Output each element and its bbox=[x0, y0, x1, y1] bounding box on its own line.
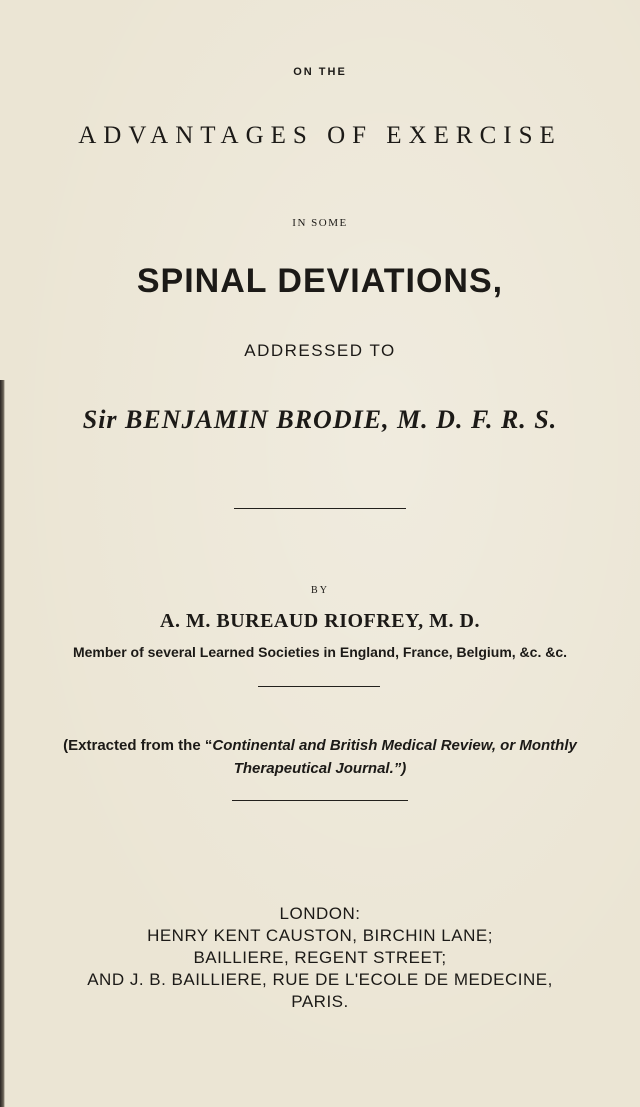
main-heading: ADVANTAGES OF EXERCISE bbox=[78, 122, 562, 149]
addressed-to-text: ADDRESSED TO bbox=[244, 341, 396, 360]
divider-rule bbox=[258, 686, 380, 687]
dedicatee-name: Sir BENJAMIN BRODIE, M. D. F. R. S. bbox=[82, 405, 558, 434]
extract-journal-part-1: Continental and British Medical Review, or Monthly bbox=[212, 737, 577, 754]
extract-prefix: (Extracted from the “ bbox=[63, 737, 213, 754]
imprint-line: PARIS. bbox=[291, 992, 349, 1011]
by-text: BY bbox=[311, 585, 329, 596]
subject-heading: SPINAL DEVIATIONS, bbox=[136, 262, 504, 300]
imprint-line: LONDON: bbox=[279, 904, 361, 923]
imprint-line: HENRY KENT CAUSTON, BIRCHIN LANE; bbox=[147, 926, 493, 945]
extract-note-line-1 bbox=[0, 737, 640, 754]
imprint-line: BAILLIERE, REGENT STREET; bbox=[193, 948, 447, 967]
divider-rule bbox=[234, 508, 406, 509]
author-credentials: Member of several Learned Societies in England, France, Belgium, &c. &c. bbox=[72, 644, 568, 660]
on-the-text: ON THE bbox=[293, 66, 347, 78]
divider-rule bbox=[232, 800, 408, 801]
in-some-text: IN SOME bbox=[292, 217, 348, 229]
author-name: A. M. BUREAUD RIOFREY, M. D. bbox=[160, 610, 480, 632]
imprint-line: AND J. B. BAILLIERE, RUE DE L'ECOLE DE MEDECINE, bbox=[87, 970, 553, 989]
extract-journal-part-2: Therapeutical Journal.”) bbox=[233, 760, 407, 777]
